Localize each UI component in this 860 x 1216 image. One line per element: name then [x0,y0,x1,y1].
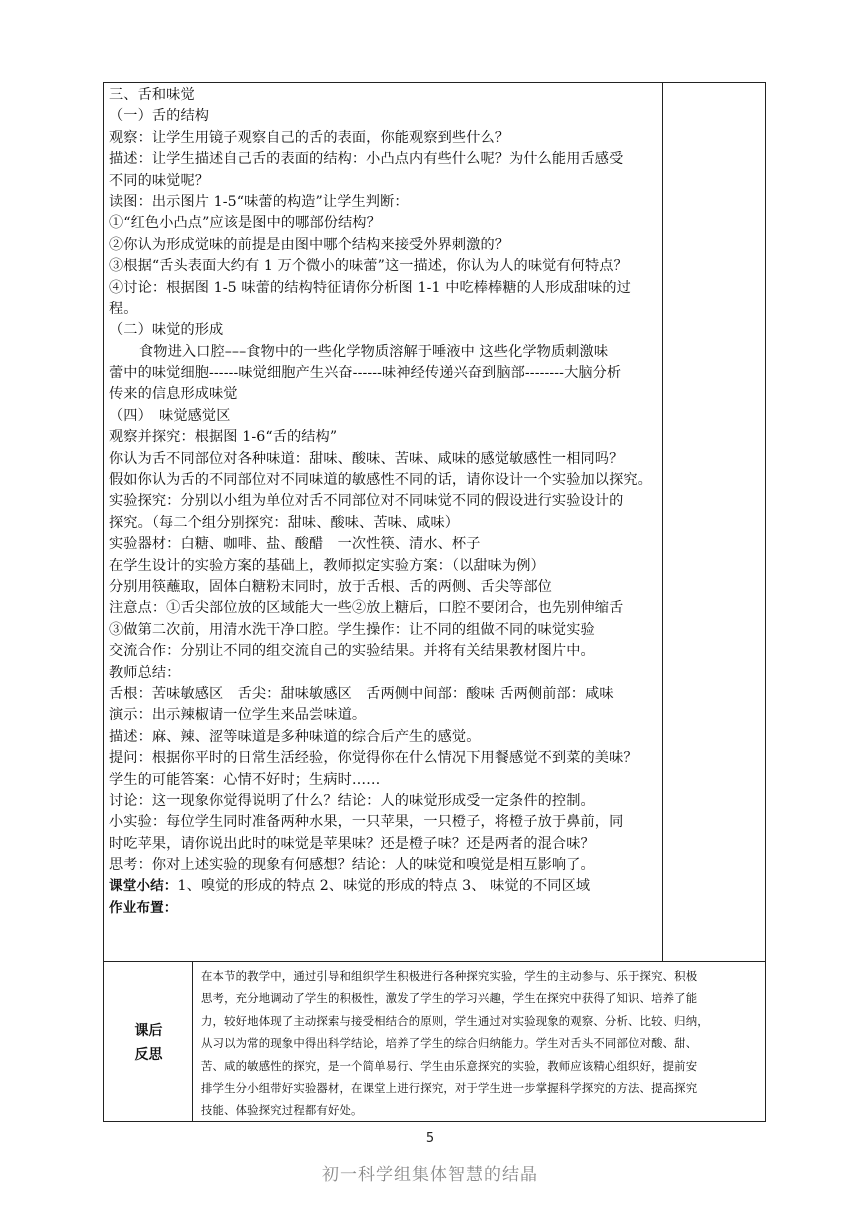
text-line: ③做第二次前，用清水洗干净口腔。学生操作：让不同的组做不同的味觉实验 [109,621,595,638]
summary-label: 课堂小结： [109,878,178,895]
reflection-line: 在本节的教学中，通过引导和组织学生积极进行各种探究实验，学生的主动参与、乐于探究、积极 [201,969,698,983]
homework [109,898,657,919]
text-line: 提问：根据你平时的日常生活经验，你觉得你在什么情况下用餐感觉不到菜的美味？ [109,750,638,767]
text-line: 实验器材：白糖、咖啡、盐、酸醋 一次性筷、清水、杯子 [109,536,481,553]
text-line: 在学生设计的实验方案的基础上，教师拟定实验方案：（以甜味为例） [109,557,545,574]
reflection-label-line2: 反思 [134,1047,163,1063]
text-line: 思考：你对上述实验的现象有何感想？结论：人的味觉和嗅觉是相互影响了。 [109,857,595,874]
text-line: 程。 [109,300,138,317]
subsection-heading: （一）舌的结构 [109,108,210,125]
text-line: 探究。（每二个组分别探究：甜味、酸味、苦味、咸味） [109,514,460,531]
text-line: 讨论：这一现象你觉得说明了什么？结论：人的味觉形成受一定条件的控制。 [109,792,595,809]
lesson-body [109,85,657,919]
page-footer: 初一科学组集体智慧的结晶 [322,1165,538,1185]
text-line: 实验探究：分别以小组为单位对舌不同部位对不同味觉不同的假设进行实验设计的 [109,493,624,510]
lesson-content-table [103,82,766,962]
text-line: 交流合作：分别让不同的组交流自己的实验结果。并将有关结果教材图片中。 [109,643,595,660]
reflection-table [103,961,766,1122]
subsection-heading: （四） 味觉感觉区 [109,407,231,424]
reflection-line: 排学生分小组带好实验器材，在课堂上进行探究，对于学生进一步掌握科学探究的方法、提高探究 [201,1080,698,1095]
reflection-label-cell [104,962,193,1121]
text-line: 食物进入口腔–––食物中的一些化学物质溶解于唾液中 这些化学物质刺激味 [139,343,609,360]
subsection-heading: （二）味觉的形成 [109,322,224,339]
reflection-line: 思考，充分地调动了学生的积极性，激发了学生的学习兴趣，学生在探究中获得了知识、培养了能 [201,991,698,1006]
class-summary [109,876,657,897]
text-line: 你认为舌不同部位对各种味道：甜味、酸味、苦味、咸味的感觉敏感性一相同吗？ [109,450,624,467]
text-line: ①“红色小凸点”应该是图中的哪部份结构？ [109,215,381,232]
page-number: 5 [425,1131,435,1146]
reflection-text [201,965,763,1122]
reflection-line: 苦、咸的敏感性的探究，是一个简单易行、学生由乐意探究的实验，教师应该精心组织好，提前安 [201,1058,698,1073]
text-line: 学生的可能答案：心情不好时；生病时…… [109,771,381,788]
summary-text: 1、嗅觉的形成的特点 2、味觉的形成的特点 3、 味觉的不同区域 [177,878,591,895]
text-line: 观察并探究：根据图 1-6“舌的结构” [109,429,338,446]
text-line: 蕾中的味觉细胞------味觉细胞产生兴奋------味神经传递兴奋到脑部--------大脑分析 [109,365,622,382]
text-line: 分别用筷蘸取，固体白糖粉末同时，放于舌根、舌的两侧、舌尖等部位 [109,578,552,595]
text-line: 描述：让学生描述自己舌的表面的结构：小凸点内有些什么呢？为什么能用舌感受 [109,151,624,168]
homework-label: 作业布置： [109,899,178,916]
reflection-line: 技能、体验探究过程都有好处。 [201,1103,363,1118]
text-line: 注意点：①舌尖部位放的区域能大一些②放上糖后，口腔不要闭合，也先别伸缩舌 [109,600,624,617]
text-line: 舌根：苦味敏感区 舌尖：甜味敏感区 舌两侧中间部：酸味 舌两侧前部：咸味 [109,685,614,702]
reflection-label-line1: 课后 [134,1023,163,1039]
text-line: 演示：出示辣椒请一位学生来品尝味道。 [109,707,367,724]
section-heading: 三、舌和味觉 [109,87,195,103]
reflection-line: 从习以为常的现象中得出科学结论，培养了学生的综合归纳能力。学生对舌头不同部位对酸、甜、 [201,1036,698,1051]
text-line: 读图：出示图片 1-5“味蕾的构造”让学生判断： [109,193,409,210]
text-line: 假如你认为舌的不同部位对不同味道的敏感性不同的话，请你设计一个实验加以探究。 [109,472,652,489]
text-line: ②你认为形成觉味的前提是由图中哪个结构来接受外界刺激的？ [109,236,510,253]
text-line: 描述：麻、辣、涩等味道是多种味道的综合后产生的感觉。 [109,728,481,745]
text-line: 传来的信息形成味觉 [109,386,238,403]
text-line: 小实验：每位学生同时准备两种水果，一只苹果，一只橙子，将橙子放于鼻前，同 [109,814,624,831]
text-line: ④讨论：根据图 1-5 味蕾的结构特征请你分析图 1-1 中吃棒棒糖的人形成甜味的过 [109,279,631,296]
reflection-line: 力，较好地体现了主动探索与接受相结合的原则，学生通过对实验现象的观察、分析、比较、归纳， [201,1013,709,1028]
text-line: 观察：让学生用镜子观察自己的舌的表面，你能观察到些什么？ [109,129,510,146]
text-line: 时吃苹果，请你说出此时的味觉是苹果味？还是橙子味？还是两者的混合味？ [109,835,595,852]
text-line: 不同的味觉呢？ [109,172,210,189]
text-line: 教师总结： [109,664,181,681]
column-divider [662,83,663,961]
text-line: ③根据“舌头表面大约有 1 万个微小的味蕾”这一描述，你认为人的味觉有何特点？ [109,258,628,275]
